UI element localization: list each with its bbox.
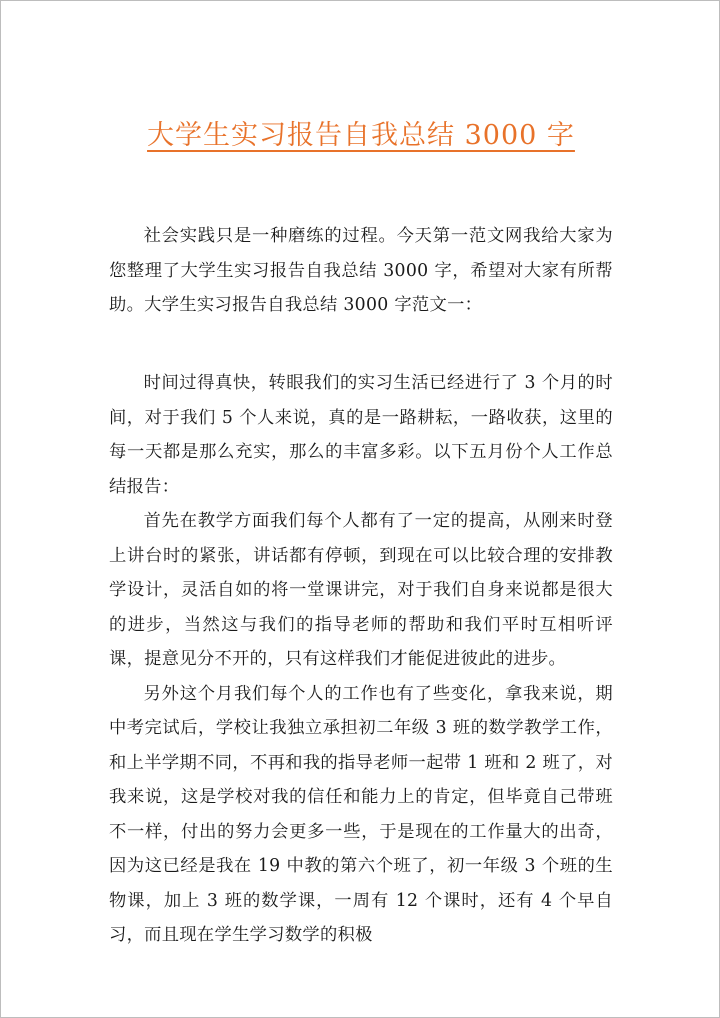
intro-paragraph: 社会实践只是一种磨练的过程。今天第一范文网我给大家为您整理了大学生实习报告自我总结 3000 字，希望对大家有所帮助。大学生实习报告自我总结 3000 字范文一： xyxy=(109,226,613,315)
main-text-block xyxy=(109,366,613,953)
document-title xyxy=(1,113,720,152)
paragraph: 另外这个月我们每个人的工作也有了些变化，拿我来说，期中考完试后，学校让我独立承担初二年级 3 班的数学教学工作，和上半学期不同，不再和我的指导老师一起带 1 班和 2 班了，对我来说，这是学校对我的信任和能力上的肯定，但毕竟自己带班不一样，付出的努力会更多一些，于是现在的工作量大的出奇，因为这已经是我在 19 中教的第六个班了，初一年级 3 个班的生物课，加上 3 班的数学课，一周有 12 个课时，还有 4 个早自习，而且现在学生学习数学的积极 xyxy=(109,683,613,945)
paragraph: 时间过得真快，转眼我们的实习生活已经进行了 3 个月的时间，对于我们 5 个人来说，真的是一路耕耘，一路收获，这里的每一天都是那么充实，那么的丰富多彩。以下五月份个人工作总结报告： xyxy=(109,373,613,497)
document-title-text: 大学生实习报告自我总结 3000 字 xyxy=(147,120,575,151)
intro-block xyxy=(109,219,613,323)
paragraph: 首先在教学方面我们每个人都有了一定的提高，从刚来时登上讲台时的紧张，讲话都有停顿，到现在可以比较合理的安排教学设计，灵活自如的将一堂课讲完，对于我们自身来说都是很大的进步，当然这与我们的指导老师的帮助和我们平时互相听评课，提意见分不开的，只有这样我们才能促进彼此的进步。 xyxy=(109,511,613,669)
